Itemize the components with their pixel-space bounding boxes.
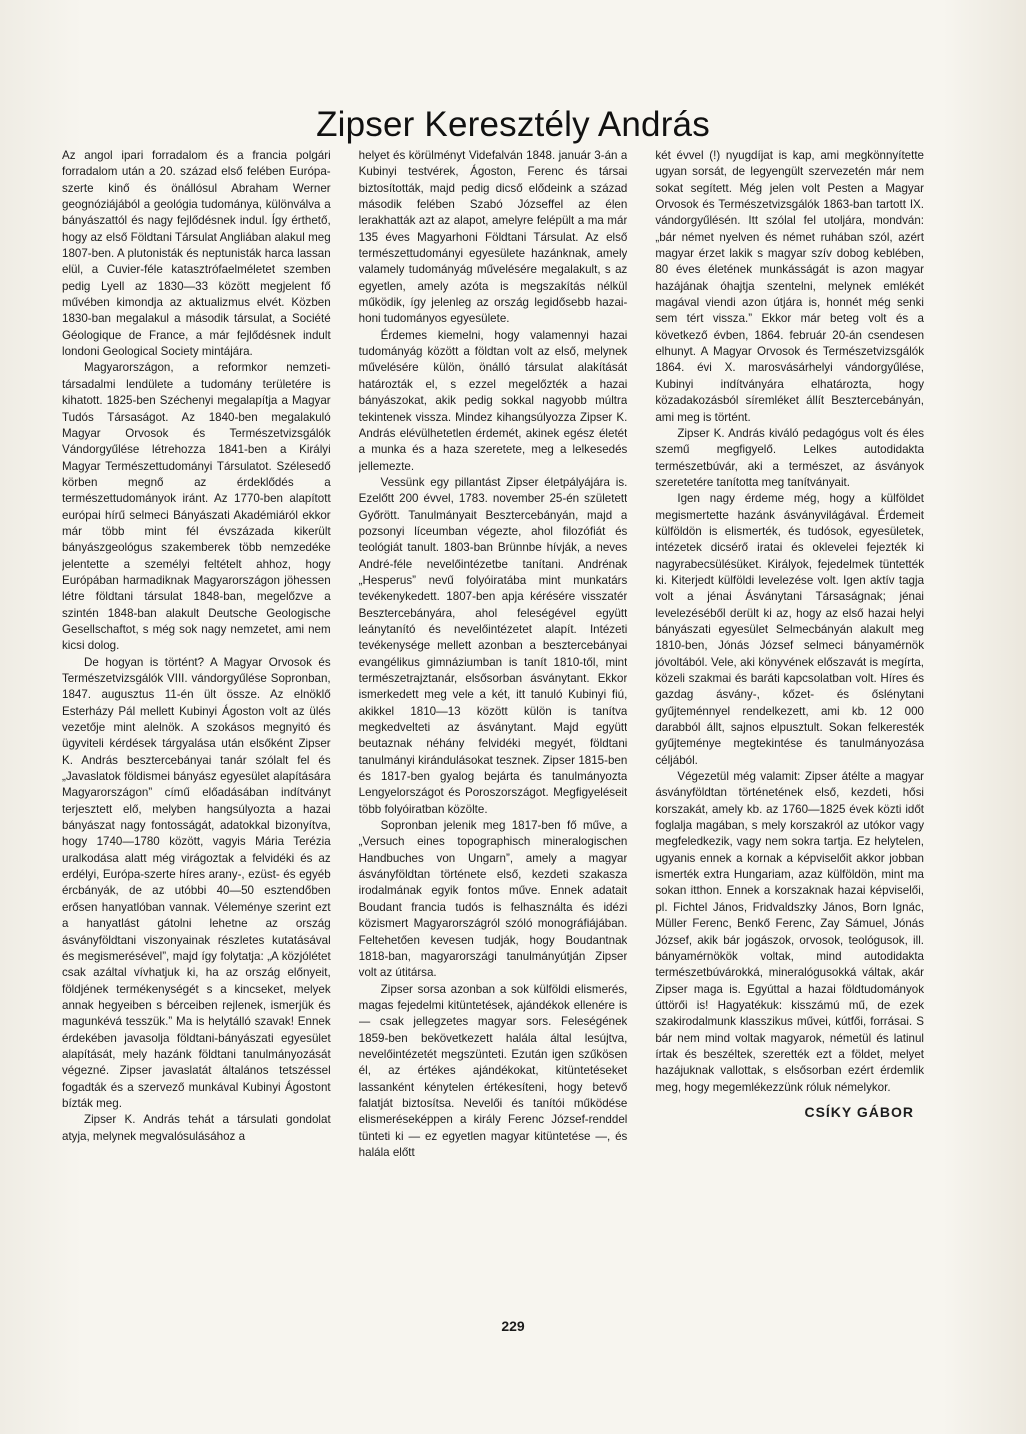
paragraph: Sopronban jelenik meg 1817-ben fő műve, a „Versuch eines topographisch mineralogischen Handbuches von Ungarn”, amely a magyar ásványföldtan története első, kezdeti szakasza irodalmának egyik fontos műve. Ennek adatait Boudant francia tudós is felhasználta és idézi közismert Magyarországról szóló monográfiájában. Feltehetően kevesen tudják, hogy Boudantnak 1818-ban, magyarországi tanulmányútján Zipser volt az útitársa. <box>358 819 628 980</box>
paragraph: Végezetül még valamit: Zipser átélte a magyar ásványföldtan történetének első, kezdeti, hősi korszakát, amely kb. az 1760—1825 évek közti időt foglalja magában, s mely korszakról az utókor vagy megfeledkezik, vagy nem sokra tartja. Ez helytelen, ugyanis ennek a kornak a képviselőit akkor jobban ismerték extra Hungariam, azaz külföldön, mint ma sokan itthon. Ennek a korszaknak hazai képviselői, pl. Fichtel János, Fridvaldszky János, Born Ignác, Müller Ferenc, Benkő Ferenc, Zay Sámuel, Jónás József, akik bár jogászok, orvosok, teológusok, ill. bányamérnökök voltak, mind autodidakta természetbúvárokká, mineralógusokká váltak, akár Zipser maga is. Egyúttal a hazai földtudományok úttörői is! Hagyatékuk: kisszámú mű, de ezek szakirodalmunk klasszikus művei, kútfői, forrásai. S bár nem mind voltak magyarok, németül és latinul írtak és beszéltek, szerették ezt a földet, melyet hazájuknak vallottak, s elsősorban ezért érdemlik meg, hogy megemlékezzünk róluk némelykor. <box>655 770 925 1094</box>
column-3 <box>655 148 924 1316</box>
paragraph: Magyarországon, a reformkor nemzeti-társadalmi lendülete a tudomány területére is kihatott. 1825-ben Széchenyi megalapítja a Magyar Tudós Társaságot. Az 1840-ben megalakuló Magyar Orvosok és Természetvizsgálók Vándorgyűlése létrehozza 1841-ben a Királyi Magyar Természettudományi Társulatot. Szélesedő körben megnő az érdeklődés a természettudományok iránt. Az 1770-ben alapított európai hírű selmeci Bányászati Akadémiáról ekkor már több mint fél évszázada kikerült bányászgeológus szakemberek több nemzedéke jelentette a személyi feltételt ahhoz, hogy Európában harmadiknak Magyarországon jöhessen létre földtani társulat 1848-ban, megelőzve a szintén 1848-ban alakult Deutsche Geologische Gesellschaftot, s még sok nagy nemzetet, ami nem kicsi dolog. <box>62 361 331 653</box>
paragraph: Zipser K. András kiváló pedagógus volt és éles szemű megfigyelő. Lelkes autodidakta természetbúvár, aki a természet, az ásványok szeretetére tanította meg tanítványait. <box>655 426 925 489</box>
paragraph: De hogyan is történt? A Magyar Orvosok és Természetvizsgálók VIII. vándorgyűlése Sopronban, 1847. augusztus 11-én ült össze. Az elnöklő Esterházy Pál mellett Kubinyi Ágoston volt az ülés vezetője mint alelnök. A szokásos megnyitó és ügyviteli kérdések tárgyalása után elsőként Zipser K. András besztercebányai tanár szólalt fel és „Javaslatok földismei bányász egyesület alapítására Magyarországon” című előadásában indítványt terjesztett elő, melyben hangsúlyozta a hazai bányászat nagy fontosságát, adatokkal bizonyítva, hogy 1740—1780 között, vagyis Mária Terézia uralkodása alatt még virágoztak a felvidéki és az erdélyi, Európa-szerte híres arany-, ezüst- és egyéb ércbányák, de az utóbbi 40—50 esztendőben erősen hanyatlóban vannak. Véleménye szerint ezt a hanyatlást gátolni lehetne az ország ásványföldtani viszonyainak részletes kutatásával és megismerésével”, majd így folytatja: „A közjólétet csak azáltal vívhatjuk ki, ha az ország előnyeit, földjének termékenységét s a kincseket, melyek annak hegyeiben s bérceiben rejlenek, ismerjük és magunkévá tesszük.” Ma is helytálló szavak! Ennek érdekében javasolja földtani-bányászati egyesület alapítását, mely hazánk földtani tanulmányozását végezné. Zipser javaslatát általános tetszéssel fogadták és a szervező munkával Kubinyi Ágostont bízták meg. <box>62 655 331 1110</box>
column-2 <box>359 148 628 1316</box>
paragraph: Zipser sorsa azonban a sok külföldi elismerés, magas fejedelmi kitüntetések, ajándékok ellenére is — csak jellegzetes magyar sors. Feleségének 1859-ben bekövetkezett halála által lesújtva, nevelőintézetét megszünteti. Ezután igen szűkösen él, az értékes ajándékokat, kitüntetéseket lassanként kénytelen értékesíteni, hogy betevő falatját biztosítsa. Nevelői és tanítói működése elismeréseképpen a király Ferenc József-renddel tünteti ki — ez egyetlen magyar kitüntetése —, és halála előtt <box>358 982 628 1159</box>
article-title: Zipser Keresztély András <box>316 105 710 145</box>
paragraph: Igen nagy érdeme még, hogy a külföldet megismertette hazánk ásványvilágával. Érdemeit külföldön is elismerték, és tudósok, egyesületek, intézetek dicsérő iratai és oklevelei fejezték ki nagyrabecsülésüket. Királyok, fejedelmek tüntették ki. Kiterjedt külföldi levelezése volt. Igen aktív tagja volt a jénai Ásványtani Társaságnak; jénai levelezéséből derült ki az, hogy az első hazai helyi bányászati egyesület Selmecbányán alakult meg 1810-ben, Jónás József selmeci bányamérnök jóvoltából. Vele, aki könyvének előszavát is megírta, közeli szakmai és baráti kapcsolatban volt. Híres és gazdag ásvány-, kőzet- és őslénytani gyűjteménnyel rendelkezett, ami kb. 12 000 darabból állt, sajnos elpusztult. Sokan felkeresték gyűjteménye megtekintése és tanulmányozása céljából. <box>655 492 925 767</box>
author-signature: CSÍKY GÁBOR <box>804 1103 915 1120</box>
paragraph: Vessünk egy pillantást Zipser életpályájára is. Ezelőtt 200 évvel, 1783. november 25-én született Győrött. Tanulmányait Besztercebányán, majd a pozsonyi líceumban végezte, ahol filozófiát és teológiát tanult. 1803-ban Brünnbe hívják, a neves André-féle nevelőintézetbe tanítani. Andrénak „Hesperus” nevű folyóiratába mint munkatárs tevékenykedett. 1807-ben apja kérésére visszatér Besztercebányára, ahol feleségével együtt leánytanító és nevelőintézetet alapít. Intézeti tevékenysége mellett azonban a besztercebányai evangélikus gimnáziumban is tanít 1810-től, mint természetrajztanár, elsősorban ásványtant. Ekkor ismerkedett meg vele a két, itt tanuló Kubinyi fiú, akikkel 1810—13 között külön is tanítva megkedvelteti az ásványtant. Majd együtt beutaznak néhány felvidéki megyét, földtani tanulmányi kirándulásokat tesznek. Zipser 1815-ben és 1817-ben gyalog bejárta és tanulmányozta Lengyelországot és Poroszországot. Megfigyeléseit több folyóiratban közölte. <box>358 475 628 816</box>
paragraph: helyet és körülményt Videfalván 1848. január 3-án a Kubinyi testvérek, Ágoston, Ferenc és társai biztosították, majd pedig dicső elődeink a század második felében Szabó Józseffel az élen lerakhatták azt az alapot, amelyre felépült a ma már 135 éves Magyarhoni Földtani Társulat. Az első természettudományi egyesülete hazánknak, amely valamely tudományág művelésére megalakult, s az egyetlen, amely azóta is megszakítás nélkül működik, így jelenleg az ország legidősebb hazai-honi tudományos egyesülete. <box>358 149 628 326</box>
page-number: 229 <box>501 1318 525 1334</box>
paragraph: két évvel (!) nyugdíjat is kap, ami megkönnyítette ugyan sorsát, de legyengült szervezetén már nem sokat segített. Még jelen volt Pesten a Magyar Orvosok és Természetvizsgálók 1863-ban tartott IX. vándorgyűlésén. Itt szólal fel utoljára, mondván: „bár német nyelven és német ruhában szól, azért magyar érzet lakik s magyar szív dobog keblében, 80 éves életének munkásságát is azon magyar hazájának óhajtja szentelni, melynek emlékét magával viendi azon útjára is, honnét még senki sem tért vissza.” Ekkor már beteg volt és a következő évben, 1864. február 20-án csendesen elhunyt. A Magyar Orvosok és Természetvizsgálók 1864. évi X. marosvásárhelyi vándorgyűlése, Kubinyi indítványára elhatározta, hogy közadakozásból síremléket állít Besztercebányán, ami meg is történt. <box>655 149 925 424</box>
paragraph: Érdemes kiemelni, hogy valamennyi hazai tudományág között a földtan volt az első, melynek művelésére külön, önálló társulat alakítását határozták el, s ezzel megelőzték a hazai bányászokat, akik pedig sokkal nagyobb múltra tekintenek vissza. Mindez kihangsúlyozza Zipser K. András elévülhetetlen érdemét, akinek egész életét a munka és a haza szeretete, meg a lelkesedés jellemezte. <box>358 328 628 473</box>
article-body <box>62 148 924 1316</box>
paragraph: Az angol ipari forradalom és a francia polgári forradalom után a 20. század első felében Európa-szerte kinő és önállósul Abraham Werner geognóziájából a geológia tudománya, különválva a bányászattól és nagy fejlődésnek indul. Így érthető, hogy az első Földtani Társulat Angliában alakul meg 1807-ben. A plutonisták és neptunisták harca lassan elül, a Cuvier-féle katasztrófaelméletet szemben pedig Lyell az 1830—33 között megjelent fő művében kimondja az aktualizmus elvét. Közben 1830-ban megalakul a második társulat, a Société Géologique de France, a már fejlődésnek indult londoni Geological Society mintájára. <box>62 149 331 359</box>
paragraph: Zipser K. András tehát a társulati gondolat atyja, melynek megvalósulásához a <box>62 1113 331 1143</box>
column-1 <box>62 148 331 1316</box>
